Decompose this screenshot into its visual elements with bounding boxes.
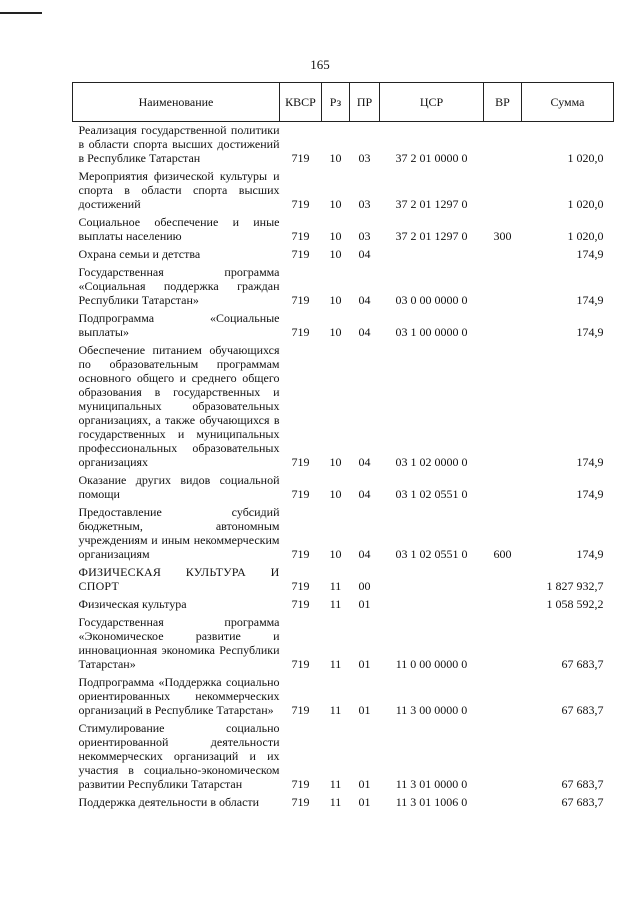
header-pr: ПР xyxy=(350,83,380,122)
row-kvsr: 719 xyxy=(291,325,310,339)
table-row xyxy=(73,504,614,564)
row-pr: 03 xyxy=(358,151,371,165)
row-name: ФИЗИЧЕСКАЯ КУЛЬТУРА И СПОРТ xyxy=(78,565,280,593)
row-pr: 04 xyxy=(358,547,371,561)
row-sum: 174,9 xyxy=(576,247,604,261)
row-csr: 11 3 01 0000 0 xyxy=(395,777,468,791)
row-vr xyxy=(484,310,522,342)
budget-table-container xyxy=(72,82,613,812)
table-row xyxy=(73,168,614,214)
row-pr: 00 xyxy=(358,579,371,593)
header-kvsr: КВСР xyxy=(280,83,322,122)
row-rz: 10 xyxy=(329,229,342,243)
row-kvsr: 719 xyxy=(291,293,310,307)
budget-table xyxy=(72,82,614,812)
row-name: Поддержка деятельности в области xyxy=(78,795,260,809)
row-vr xyxy=(484,720,522,794)
row-rz: 10 xyxy=(329,151,342,165)
row-csr: 03 1 02 0551 0 xyxy=(395,487,468,501)
row-vr xyxy=(484,472,522,504)
table-row xyxy=(73,264,614,310)
table-row xyxy=(73,794,614,812)
row-vr xyxy=(484,614,522,674)
table-header-row xyxy=(73,83,614,122)
row-name: Реализация государственной политики в области спорта высших достижений в Республике Татарстан xyxy=(78,123,280,165)
row-kvsr: 719 xyxy=(291,703,310,717)
row-name: Подпрограмма «Социальные выплаты» xyxy=(78,311,280,339)
row-sum: 1 020,0 xyxy=(567,229,604,243)
row-csr: 03 1 00 0000 0 xyxy=(395,325,468,339)
row-rz: 10 xyxy=(329,293,342,307)
row-pr: 04 xyxy=(358,247,371,261)
row-sum: 174,9 xyxy=(576,455,604,469)
row-rz: 10 xyxy=(329,455,342,469)
row-sum: 67 683,7 xyxy=(561,777,604,791)
table-row xyxy=(73,564,614,596)
row-kvsr: 719 xyxy=(291,579,310,593)
header-sum: Сумма xyxy=(522,83,614,122)
row-csr: 37 2 01 1297 0 xyxy=(395,229,468,243)
table-row xyxy=(73,122,614,169)
row-vr xyxy=(484,596,522,614)
row-csr: 37 2 01 0000 0 xyxy=(395,151,468,165)
row-vr xyxy=(484,674,522,720)
row-sum: 67 683,7 xyxy=(561,795,604,809)
row-kvsr: 719 xyxy=(291,777,310,791)
table-row xyxy=(73,310,614,342)
row-rz: 11 xyxy=(329,597,342,611)
scan-corner-mark xyxy=(0,12,42,14)
row-csr: 03 1 02 0551 0 xyxy=(395,547,468,561)
row-sum: 174,9 xyxy=(576,487,604,501)
row-vr xyxy=(484,342,522,472)
row-kvsr: 719 xyxy=(291,151,310,165)
row-vr: 600 xyxy=(493,547,512,561)
row-csr: 11 0 00 0000 0 xyxy=(395,657,468,671)
row-name: Охрана семьи и детства xyxy=(78,247,201,261)
row-sum: 67 683,7 xyxy=(561,703,604,717)
row-rz: 10 xyxy=(329,247,342,261)
table-row xyxy=(73,596,614,614)
row-rz: 11 xyxy=(329,703,342,717)
row-csr xyxy=(380,596,484,614)
row-pr: 01 xyxy=(358,597,371,611)
row-sum: 1 020,0 xyxy=(567,197,604,211)
page-number: 165 xyxy=(310,57,330,72)
row-pr: 01 xyxy=(358,657,371,671)
row-csr: 11 3 01 1006 0 xyxy=(395,795,468,809)
header-name: Наименование xyxy=(73,83,280,122)
row-name: Стимулирование социально ориентированной деятельности некоммерческих организаций и их участия в социально-экономическом развитии Республики Татарстан xyxy=(78,721,280,791)
row-sum: 67 683,7 xyxy=(561,657,604,671)
row-csr: 37 2 01 1297 0 xyxy=(395,197,468,211)
row-name: Предоставление субсидий бюджетным, автономным учреждениям и иным некоммерческим организациям xyxy=(78,505,280,561)
row-csr xyxy=(380,564,484,596)
row-sum: 1 020,0 xyxy=(567,151,604,165)
row-name: Социальное обеспечение и иные выплаты населению xyxy=(78,215,280,243)
table-row xyxy=(73,614,614,674)
row-kvsr: 719 xyxy=(291,487,310,501)
table-row xyxy=(73,214,614,246)
row-rz: 11 xyxy=(329,777,342,791)
row-vr: 300 xyxy=(493,229,512,243)
row-kvsr: 719 xyxy=(291,597,310,611)
table-row xyxy=(73,720,614,794)
row-pr: 04 xyxy=(358,293,371,307)
row-pr: 01 xyxy=(358,795,371,809)
row-name: Мероприятия физической культуры и спорта в области спорта высших достижений xyxy=(78,169,280,211)
row-name: Физическая культура xyxy=(78,597,187,611)
row-sum: 174,9 xyxy=(576,547,604,561)
row-vr xyxy=(484,564,522,596)
row-pr: 04 xyxy=(358,455,371,469)
row-name: Государственная программа «Экономическое развитие и инновационная экономика Республики Татарстан» xyxy=(78,615,280,671)
row-vr xyxy=(484,122,522,169)
row-rz: 10 xyxy=(329,547,342,561)
row-rz: 11 xyxy=(329,657,342,671)
row-kvsr: 719 xyxy=(291,657,310,671)
row-csr: 03 0 00 0000 0 xyxy=(395,293,468,307)
header-vr: ВР xyxy=(484,83,522,122)
row-csr xyxy=(380,246,484,264)
table-row xyxy=(73,246,614,264)
row-pr: 03 xyxy=(358,229,371,243)
header-csr: ЦСР xyxy=(380,83,484,122)
table-row xyxy=(73,472,614,504)
row-pr: 03 xyxy=(358,197,371,211)
row-kvsr: 719 xyxy=(291,455,310,469)
row-vr xyxy=(484,794,522,812)
row-kvsr: 719 xyxy=(291,547,310,561)
row-kvsr: 719 xyxy=(291,795,310,809)
row-rz: 10 xyxy=(329,487,342,501)
row-pr: 01 xyxy=(358,777,371,791)
row-name: Обеспечение питанием обучающихся по образовательным программам основного общего и среднего общего образования в государственных и муниципальных образовательных организациях, а также обучающихся в государственных и муниципальных профессиональных образовательных организациях xyxy=(78,343,280,469)
row-sum: 174,9 xyxy=(576,325,604,339)
table-row xyxy=(73,342,614,472)
header-rz: Рз xyxy=(322,83,350,122)
row-csr: 03 1 02 0000 0 xyxy=(395,455,468,469)
row-rz: 10 xyxy=(329,325,342,339)
row-rz: 11 xyxy=(329,795,342,809)
row-rz: 11 xyxy=(329,579,342,593)
row-rz: 10 xyxy=(329,197,342,211)
row-pr: 04 xyxy=(358,325,371,339)
row-sum: 174,9 xyxy=(576,293,604,307)
table-row xyxy=(73,674,614,720)
row-kvsr: 719 xyxy=(291,229,310,243)
row-kvsr: 719 xyxy=(291,247,310,261)
row-name: Оказание других видов социальной помощи xyxy=(78,473,280,501)
row-sum: 1 058 592,2 xyxy=(546,597,604,611)
row-vr xyxy=(484,246,522,264)
row-csr: 11 3 00 0000 0 xyxy=(395,703,468,717)
row-sum: 1 827 932,7 xyxy=(546,579,604,593)
row-vr xyxy=(484,168,522,214)
row-name: Государственная программа «Социальная поддержка граждан Республики Татарстан» xyxy=(78,265,280,307)
row-pr: 01 xyxy=(358,703,371,717)
row-pr: 04 xyxy=(358,487,371,501)
row-kvsr: 719 xyxy=(291,197,310,211)
row-vr xyxy=(484,264,522,310)
row-name: Подпрограмма «Поддержка социально ориентированных некоммерческих организаций в Республике Татарстан» xyxy=(78,675,280,717)
